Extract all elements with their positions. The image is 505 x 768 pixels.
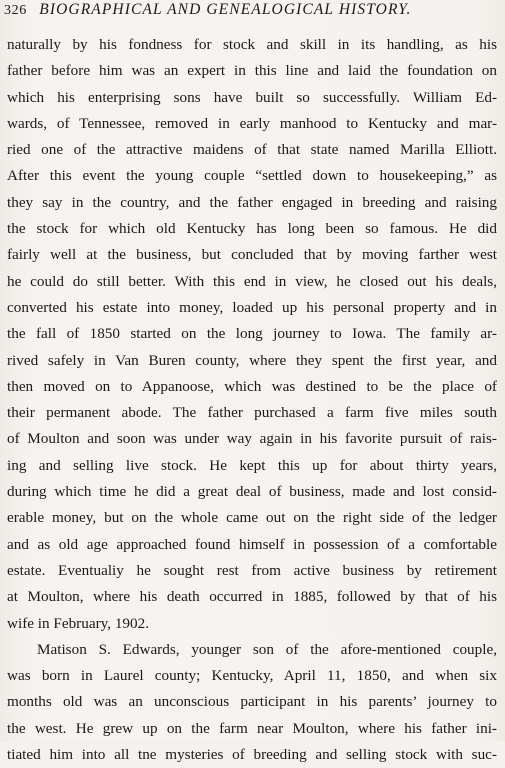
text-line: was born in Laurel county; Kentucky, April 11, 1850, and when six: [7, 667, 497, 685]
text-line: rived safely in Van Buren county, where they spent the first year, and: [7, 351, 497, 369]
text-line: during which time he did a great deal of business, made and lost consid-: [7, 483, 497, 501]
body-text: [7, 32, 497, 768]
text-line: months old was an unconscious participant in his parents’ journey to: [7, 693, 497, 711]
text-line: wife in February, 1902.: [7, 614, 149, 632]
text-line: their permanent abode. The father purchased a farm five miles south: [7, 404, 497, 422]
text-line: converted his estate into money, loaded up his personal property and in: [7, 298, 497, 316]
text-line: and as old age approached found himself in possession of a comfortable: [7, 535, 497, 553]
text-line: ried one of the attractive maidens of that state named Marilla Elliott.: [7, 141, 497, 159]
text-line: the stock for which old Kentucky has long been so famous. He did: [7, 220, 497, 238]
text-line: father before him was an expert in this line and laid the foundation on: [7, 62, 497, 80]
text-line: Matison S. Edwards, younger son of the afore-mentioned couple,: [37, 640, 497, 658]
text-line: fairly well at the business, but concluded that by moving farther west: [7, 246, 497, 264]
text-line: estate. Eventualiy he sought rest from active business by retirement: [7, 561, 497, 579]
text-line: then moved on to Appanoose, which was destined to be the place of: [7, 377, 497, 395]
text-line: wards, of Tennessee, removed in early manhood to Kentucky and mar-: [7, 114, 497, 132]
text-line: ing and selling live stock. He kept this up for about thirty years,: [7, 456, 497, 474]
text-line: naturally by his fondness for stock and skill in its handling, as his: [7, 36, 497, 53]
text-line: at Moulton, where his death occurred in 1885, followed by that of his: [7, 588, 497, 606]
text-line: the fall of 1850 started on the long journey to Iowa. The family ar-: [7, 325, 497, 343]
text-line: erable money, but on the whole came out on the right side of the ledger: [7, 509, 497, 527]
paragraph: [7, 637, 497, 768]
paragraph: [7, 32, 497, 637]
page-header: [4, 0, 504, 20]
text-line: which his enterprising sons have built so successfully. William Ed-: [7, 88, 497, 106]
text-line: tiated him into all tne mysteries of breeding and selling stock with suc-: [7, 746, 497, 764]
text-line: After this event the young couple “settled down to housekeeping,” as: [7, 167, 497, 185]
running-head: BIOGRAPHICAL AND GENEALOGICAL HISTORY.: [39, 1, 412, 18]
text-line: of Moulton and soon was under way again in his favorite pursuit of rais-: [7, 430, 497, 448]
text-line: they say in the country, and the father engaged in breeding and raising: [7, 193, 497, 211]
text-line: he could do still better. With this end in view, he closed out his deals,: [7, 272, 497, 290]
page-number: 326: [4, 3, 27, 18]
text-line: the west. He grew up on the farm near Moulton, where his father ini-: [7, 719, 497, 737]
